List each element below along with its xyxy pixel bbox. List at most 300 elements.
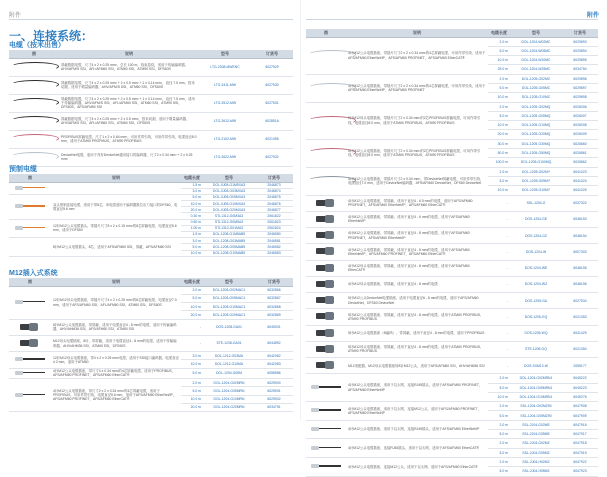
table-row (306, 37, 598, 46)
order-number: 6048154 (562, 228, 598, 244)
model-code: DOL-1205-G02MQ (510, 102, 562, 111)
cable-length: 100.0 m (488, 158, 510, 167)
m12-connector-icon (306, 309, 346, 325)
order-number: 6029895 (562, 56, 598, 65)
model-code: DOL-1208-G02MAC1 (203, 286, 255, 294)
cable-length: 5.0 m (181, 244, 203, 250)
cable-length: 10.0 m (488, 392, 510, 401)
order-number: 6042082 (255, 352, 293, 360)
order-number: 2046875 (255, 194, 293, 200)
col-header-image: 图 (306, 29, 346, 37)
model-code: DOL-0J08-G1M5XA3 (203, 182, 255, 188)
cable-length: 2.0 m (488, 402, 510, 411)
col-header-description: 说明 (51, 174, 181, 182)
m12-cable-icon (9, 352, 51, 369)
order-number: 6045276 (562, 392, 598, 401)
cable-length: 2.0 m (488, 37, 510, 46)
cable-length: 2.0 m (488, 420, 510, 429)
table-row (306, 102, 598, 111)
table-row (9, 112, 293, 130)
cable-length: 2.0 m (488, 167, 510, 176)
pink-cable-coil-icon (9, 130, 59, 148)
table-row (9, 335, 293, 351)
m12-angled-connector-icon (306, 244, 346, 260)
order-number: 6058986 (255, 368, 293, 378)
cable-length: 2.0 m (488, 102, 510, 111)
col-header-description: 说明 (59, 50, 199, 58)
order-number: 6044892 (255, 335, 293, 351)
model-code: DOS-1205-GA (510, 293, 562, 309)
model-code: DOL-1204-G10MRN1 (510, 392, 562, 401)
white-cable-coil-icon (306, 74, 346, 102)
product-description: M12适配器，M12母头电缆插座转8针M12公头，适用于AFS/AFM60 SSI，AHV/AHM36 SSI (346, 358, 488, 374)
pink-cable-coil-icon (306, 139, 346, 167)
m12-connector-icon (306, 325, 346, 341)
cable-length: 10.0 m (181, 250, 203, 256)
cable-length: - (488, 309, 510, 325)
order-number: 6048153 (562, 211, 598, 227)
order-number: 6029894 (562, 46, 598, 55)
model-code: LTG-2308-MWENC (199, 58, 251, 76)
m12-cable-icon (9, 379, 51, 412)
cable-length: 3.0 m (181, 238, 203, 244)
table-row (306, 457, 598, 466)
product-description: 5针M12公头电缆插座，带插片尺寸2 x 0.34 mm²的2芯PROFIBUS屏蔽电缆，可用作带引线，电缆直径8.0 mm，适用于ATM60 PROFIBUS，ATM90 PROFIBUS (346, 139, 488, 167)
order-number: 2046877 (255, 207, 293, 213)
cable-length: 1.5 m (181, 182, 203, 188)
product-description: 4针M12公头电缆插座，适用于以太网，连接RJ45插头，适用于AFS/AFM60 PROFINET，AFS/AFM60 EtherNet/IP (346, 374, 488, 402)
order-number: 6032867 (255, 294, 293, 302)
m12-cable-icon (306, 457, 346, 476)
cable-length: 10.0 m (181, 201, 203, 207)
m12-connector-icon (306, 260, 346, 276)
table-row (9, 379, 293, 387)
cable-length: 5.0 m (488, 83, 510, 92)
header-rule-left (9, 19, 293, 20)
cable-length: 20.0 m (181, 311, 203, 319)
col-header-order: 订货号 (255, 278, 293, 286)
model-code: SSL-2J04-G05MZ (510, 448, 562, 457)
order-number: 6045223 (562, 383, 598, 392)
preassembled-cable-icon (9, 194, 51, 219)
order-number: 6026861 (562, 149, 598, 158)
section-title-cables: 电缆（按米出售） (9, 42, 65, 49)
table-row (306, 402, 598, 411)
cable-length: 10.0 m (488, 121, 510, 130)
model-code: LTG-2622-MW (199, 148, 251, 166)
preassembled-cable-icon (9, 182, 51, 194)
product-description: 屏蔽数据电缆，尺寸4 x 2 x 0.25 mm² + 2 x 0.5 mm²，按米切割，适用于增量编码器，AHV/AFM/S SSI、AFL/AFM60 SSI、ATM60 SSI、DFS60S (59, 112, 199, 130)
table-row (306, 260, 598, 276)
model-code: DOL-0J08-G10MXA3 (203, 201, 255, 207)
cable-length: 10.0 m (488, 56, 510, 65)
product-description: 5针M12公头电缆插座，带插片尺寸2 x 0.34 mm²，带DeviceNet屏蔽电缆，可用作带引线，电缆直径7.0 mm，适用于DeviceNet编码器，AFS/AFM60 DeviceNet，DFS60 DeviceNet (346, 167, 488, 195)
cable-length: 5.0 m (488, 46, 510, 55)
order-number: 6025901 (255, 387, 293, 395)
table-row (306, 195, 598, 211)
model-code: SSL-2J04-G05ME (510, 430, 562, 439)
order-number: 6007303 (562, 244, 598, 260)
model-code: SSL-2J04-H02MZ (510, 457, 562, 466)
model-code: SSL-2J04-H05MZ (510, 467, 562, 476)
col-header-model: 型号 (203, 278, 255, 286)
cable-length: 0.50 m (181, 219, 203, 225)
order-number: 6032869 (255, 311, 293, 319)
m12-connector-icon (9, 335, 51, 351)
model-code: DOL-1205-G02MY (510, 167, 562, 176)
black-cable-coil-icon (9, 76, 59, 94)
model-code: DOL-1205-G05MC (510, 83, 562, 92)
col-header-model: 型号 (203, 174, 255, 182)
header-rule-right (306, 19, 598, 20)
model-code: SSL-2J04-G02MZ (510, 439, 562, 448)
model-code: DOL-1204-G10MRN (203, 395, 255, 403)
m12-cable-icon (9, 286, 51, 319)
model-code: DOL-1205-G02MC (510, 74, 562, 83)
table-header-row (306, 29, 598, 37)
cable-length: 5.0 m (181, 194, 203, 200)
cable-length: 1.5 m (181, 232, 203, 238)
cable-length: - (488, 358, 510, 374)
model-code: DOL-0J08-G20MXA3 (203, 207, 255, 213)
table-row (9, 286, 293, 294)
product-description: 4针M12母头电缆插座，带屏蔽，适用于直径4 - 8 mm的电缆，适用于AFS/AFM60 EtherCAT® (346, 260, 488, 276)
model-code: DOS-1204-WZ (510, 276, 562, 292)
order-number: 2046876 (255, 201, 293, 207)
model-code: DOL-1204-G20MRN (203, 403, 255, 411)
model-code: DOL-1204-W10MC (510, 56, 562, 65)
cable-length: 5.0 m (488, 383, 510, 392)
order-number: 6034751 (255, 403, 293, 411)
cable-length: - (488, 341, 510, 357)
model-code: DOL-1205-G20MQ (510, 130, 562, 139)
col-header-image: 图 (9, 278, 51, 286)
order-number: 6047917 (562, 430, 598, 439)
m12-cable-icon (306, 374, 346, 402)
model-code: SSL-1204-G05MZ90 (510, 411, 562, 420)
order-number: 6021353 (562, 309, 598, 325)
table-row (306, 341, 598, 357)
cable-length: 1.00 m (181, 225, 203, 231)
col-header-image: 图 (9, 174, 51, 182)
model-code: DOL-1205-G30MQ (510, 139, 562, 148)
m12-connector-icon (306, 211, 346, 227)
model-code: DOL-1205-G50MQ (510, 149, 562, 158)
preassembled-cable-icon (9, 219, 51, 238)
model-code: DOL-1204-W25MC (510, 65, 562, 74)
cable-length: 5.0 m (181, 294, 203, 302)
model-code: SSL-2J04-G02ME (510, 420, 562, 429)
cable-length: - (181, 319, 203, 335)
order-number: 6025900 (255, 379, 293, 387)
white-cable-coil-icon (306, 37, 346, 74)
cable-length: 20.0 m (181, 207, 203, 213)
cable-length: 30.0 m (488, 139, 510, 148)
order-number: 2046582 (255, 244, 293, 250)
model-code: DOS-SXM12-W (510, 358, 562, 374)
cable-length: - (181, 335, 203, 351)
order-number: 6041024 (562, 176, 598, 185)
product-description: 5针M12公头DeviceNet电缆插座，适用于电缆直径6 - 8 mm的电缆，适用于AFS/AFM60 DeviceNet，DFS60 DeviceNet (346, 293, 488, 309)
cable-length: 5.0 m (488, 111, 510, 120)
model-code: DOL-1208-G05MAB5 (203, 244, 255, 250)
order-number: 6047918 (562, 439, 598, 448)
model-code: DOL-1204-G05M (203, 368, 255, 378)
model-code: DOL-1204-G02MRN (203, 379, 255, 387)
table-row (9, 58, 293, 76)
cable-length: 10.0 m (488, 93, 510, 102)
col-header-order: 订货号 (562, 29, 598, 37)
pink-cable-coil-icon (306, 102, 346, 139)
grey-cable-coil-icon (306, 167, 346, 195)
col-header-length: 电缆长度 (181, 174, 203, 182)
table-row (306, 439, 598, 448)
m12-connector-icon (9, 319, 51, 335)
model-code: LTG-2411-MW (199, 76, 251, 94)
product-description: 5针M12母头电缆插座，带插片尺寸2 x 0.34 mm²的2芯PROFIBUS屏蔽电缆，可用作带引线，电缆直径8.0 mm，适用于ATM60 PROFIBUS，ATM90 PROFIBUS (346, 102, 488, 139)
order-number: 6026862 (562, 158, 598, 167)
order-number: 6026007 (562, 111, 598, 120)
order-number: 6032868 (255, 303, 293, 311)
order-number: 6047922 (562, 457, 598, 466)
table-header-row (9, 50, 293, 58)
page-header-left: 附件 (9, 13, 22, 19)
model-code: DOL-1212-G10MA (203, 360, 255, 368)
black-cable-coil-icon (9, 58, 59, 76)
table-row (306, 374, 598, 383)
col-header-length: 电缆长度 (488, 29, 510, 37)
model-code: DOL-1208-G1M5AB5 (203, 232, 255, 238)
order-number: 2046583 (255, 250, 293, 256)
cable-length: - (488, 276, 510, 292)
order-number: 2061822 (255, 213, 293, 219)
product-description: DeviceNet电缆，适用于具有DeviceNet通讯接口的编码器，尺寸2 x 0.34 mm² + 2 x 0.25 mm² (59, 148, 199, 166)
cable-length: - (488, 211, 510, 227)
order-number: 6041025 (562, 186, 598, 195)
order-number: 2059177 (562, 358, 598, 374)
cable-length: 10.0 m (181, 360, 203, 368)
table-row (9, 319, 293, 335)
cable-length: 25.0 m (488, 65, 510, 74)
order-number: 6027529 (251, 58, 293, 76)
m12-cable-icon (306, 402, 346, 421)
col-header-order: 订货号 (255, 174, 293, 182)
cable-length: 3.0 m (181, 188, 203, 194)
order-number: 2046873 (255, 182, 293, 188)
cable-length: 2.0 m (488, 374, 510, 383)
product-description: 4针M12公头电缆插座，带插片尺寸2 x 2 x 0.34 mm²的4芯屏蔽电缆，可用作带引线，适用于AFS/AFM60 EtherNet/IP，AFS/AFM60 PROFINET (346, 74, 488, 102)
order-number: 6029893 (562, 37, 598, 46)
product-description: 双头预制连接电缆，适用于带8芯，单电缆适用于编码器数位出力接口的DFS60，电缆直径5.6 mm (51, 194, 181, 219)
order-number: 6026008 (562, 121, 598, 130)
col-header-model: 型号 (199, 50, 251, 58)
col-header-description: 说明 (51, 278, 181, 286)
order-number: 6041023 (562, 167, 598, 176)
section-title-preassembled: 预制电缆 (9, 166, 37, 173)
m12-connector-icon (306, 276, 346, 292)
order-number: 2046580 (255, 232, 293, 238)
product-description: 5针M12母头电缆插座，带屏蔽，适用于直径4 - 8 mm的电缆，适用于ATM60 PROFIBUS，ATM90 PROFIBUS (346, 341, 488, 357)
col-header-length: 电缆长度 (181, 278, 203, 286)
page-header-right: 附件 (586, 13, 599, 19)
model-code: DOL-1205-G05MY (510, 176, 562, 185)
table-row (306, 293, 598, 309)
cable-length: 5.0 m (488, 411, 510, 420)
model-code: DOS-1204-W (510, 244, 562, 260)
table-row (306, 358, 598, 374)
order-number: 6027530 (251, 76, 293, 94)
product-description: PROFIBUS屏蔽电缆，尺寸1 x 2 x 0.64 mm²，可用作带引线，可用作带引线，电缆直径8.0 mm，适用于ATM60 PROFIBUS，ATM90 PROFIBUS (59, 130, 199, 148)
cable-length: 10.0 m (181, 395, 203, 403)
cable-length: 5.0 m (181, 387, 203, 395)
main-title: 一、连接系统： (9, 29, 94, 43)
table-row (9, 130, 293, 148)
model-code: DOL-1204-W05MC (510, 46, 562, 55)
order-number: 6029896 (562, 74, 598, 83)
table-row (306, 74, 598, 83)
table-cables (9, 50, 293, 167)
cable-length: 50.0 m (488, 149, 510, 158)
table-header-row (9, 278, 293, 286)
product-description: 4针M12公头电缆插座，带插片尺寸2 x 2 x 0.34 mm²的4芯屏蔽电缆，可用作带引线，适用于AFS/AFM60 EtherNet/IP，AFS/AFM60 PROFINET，AFS/AFM60 EtherCAT® (346, 37, 488, 74)
product-description: 4针M12公头电缆插座，带屏蔽，适用于直径4 - 8 mm的电缆，适用于AFS/AFM60 PROFINET，AFS/AFM60 EtherNet/IP (346, 228, 488, 244)
product-description: 12针M12母头电缆插座，带4 x 2 x 0.25 mm²电缆，适用于SSI接口编码器，电缆直径4.2 mm，适用于ATM60 (51, 352, 181, 369)
col-header-image: 图 (9, 50, 59, 58)
order-number: 6029897 (562, 83, 598, 92)
m12-cable-icon (306, 420, 346, 439)
order-number: 2046581 (255, 238, 293, 244)
order-number: 6021354 (562, 341, 598, 357)
order-number: 6047923 (562, 467, 598, 476)
black-cable-coil-icon (9, 94, 59, 112)
cable-length: - (488, 228, 510, 244)
m12-connector-icon (306, 341, 346, 357)
product-description: M12母头电缆插座，8针，带屏蔽，适用于电缆直径4 - 8 mm的电缆，适用于传输编码器，AHV/AHM36 SSI，ATM60 SSI，DFS60S (51, 335, 181, 351)
model-code: LTG-2512-MW (199, 94, 251, 112)
model-code: STL1312-G01MA3 (203, 225, 255, 231)
model-code: STL1312-G0M3A3 (203, 213, 255, 219)
cable-length: 2.0 m (488, 457, 510, 466)
product-description: 4针M12公头电缆插座，带尺寸2 x 2 x 0.34 mm²的4芯屏蔽电缆，适用于PROFIBUS，可用作带引线，电缆直径5.6 mm，适用于AFS/AFM60 EtherNet/IP，AFS/AFM60 PROFINET，AFS/AFM60 EtherCAT® (51, 379, 181, 412)
cable-length: 2.0 m (181, 286, 203, 294)
table-row (306, 167, 598, 176)
model-code: DOL-1208-G03MAB5 (203, 238, 255, 244)
cable-length: - (488, 244, 510, 260)
model-code: DOL-1208-G10MAB5 (203, 250, 255, 256)
order-number: 6041429 (562, 325, 598, 341)
order-number: 6032866 (255, 286, 293, 294)
m12-connector-icon (306, 195, 346, 211)
order-number: 6047919 (562, 448, 598, 457)
product-image (9, 238, 51, 257)
order-number: 2061823 (255, 219, 293, 225)
table-row (306, 309, 598, 325)
product-description: 4针M12公头电缆插座，适用于以太网，连接M12公头，适用于AFS/AFM60 PROFINET，AFS/AFM60 EtherNet/IP (346, 402, 488, 421)
order-number: 2046874 (255, 188, 293, 194)
table-right (306, 29, 598, 477)
order-number: 2061824 (255, 225, 293, 231)
table-row (306, 420, 598, 429)
order-number: 6045001 (255, 319, 293, 335)
cable-length: 10.0 m (181, 303, 203, 311)
model-code: STE-1208-GA01 (203, 335, 255, 351)
cable-length: 0.30 m (181, 213, 203, 219)
cable-length: 5.0 m (488, 430, 510, 439)
model-code: DOL-1208-G05MAC1 (203, 294, 255, 302)
order-number: 6025902 (255, 395, 293, 403)
table-preassembled (9, 174, 293, 257)
cable-length: 5.0 m (488, 448, 510, 457)
cable-length: 2.0 m (488, 439, 510, 448)
m12-connector-icon (306, 293, 346, 309)
model-code: STL1312-G0M5A3 (203, 219, 255, 225)
model-code: DOL-1204-G05MRN1 (510, 383, 562, 392)
product-description: 5针M12公头电缆插座，带屏蔽，适用于直径4 - 8 mm的电缆，适用于ATM60 PROFIBUS，ATM90 PROFIBUS (346, 309, 488, 325)
model-code: DOS-1204-GE (510, 211, 562, 227)
m12-cable-icon (9, 368, 51, 378)
order-number: 6042083 (255, 360, 293, 368)
order-number: 6045222 (562, 374, 598, 383)
product-description: 4针M12公头电缆插座，连接M12公头，适用于以太网，适用于AFS/AFM60 EtherCAT® (346, 457, 488, 476)
order-number: 6048155 (562, 260, 598, 276)
model-code: DOL-1208-G20MAC1 (203, 311, 255, 319)
table-row (306, 276, 598, 292)
cable-length: 10.0 m (488, 186, 510, 195)
m12-connector-icon (306, 358, 346, 374)
product-description: 4针M12公头电缆插座，适用于以太网，连接RJ45插头，适用于AFS/AFM60 EtherNet/IP (346, 420, 488, 439)
model-code: DOL-1204-W02MC (510, 37, 562, 46)
cable-length: 5.0 m (488, 467, 510, 476)
cable-length: - (488, 293, 510, 309)
product-description: 4针M12公头电缆插座，带屏蔽，适用于直径4 - 8 mm的电缆，适用于AFS/AFM60 EtherNet/IP，AFS/AFM60 PROFINET，AFS/AFM60 EtherCAT® (346, 244, 488, 260)
page-gutter (300, 0, 301, 420)
table-row (9, 94, 293, 112)
table-m12 (9, 278, 293, 412)
model-code: DOL-1208-G10MAC1 (203, 303, 255, 311)
black-cable-coil-icon (9, 112, 59, 130)
cable-length: 2.0 m (488, 74, 510, 83)
model-code: LTG-2102-MW (199, 130, 251, 148)
model-code: SSL-1204-G02MZ90 (510, 402, 562, 411)
product-description: 8针M12公头电缆插座，带屏蔽，适用于电缆直径4 - 8 mm的电缆，适用于传输编码器，AHV/AHM36 SSI、AFS/AFM60 SSI、ATM60 SSI (51, 319, 181, 335)
model-code: SSL-1204-G (510, 195, 562, 211)
col-header-order: 订货号 (251, 50, 293, 58)
model-code: DOL-1204-G02MRN1 (510, 374, 562, 383)
cable-length: 2.0 m (181, 379, 203, 387)
order-number: 6026860 (562, 139, 598, 148)
cable-length: - (488, 325, 510, 341)
table-row (9, 148, 293, 166)
order-number: 6037322 (562, 195, 598, 211)
product-description (51, 182, 181, 194)
order-number: 6047908 (562, 402, 598, 411)
product-description: 4针M12公头电缆插座，带屏蔽，适用于直径4 - 6 mm的电缆，适用于AFS/AFM60 EtherNet/IP (346, 211, 488, 227)
col-header-description: 说明 (346, 29, 488, 37)
model-code: DOS-1205-GQ (510, 309, 562, 325)
table-row (306, 211, 598, 227)
model-code: DOL-1205-G10MY (510, 186, 562, 195)
model-code: LTG-2612-MW (199, 112, 251, 130)
cable-length: 5.0 m (181, 368, 203, 378)
table-row (9, 368, 293, 378)
product-description: 12针M12公头电缆插头，带插片尺寸8 x 2 x 0.15 mm²的8芯屏蔽电缆，电缆直径5.6 mm，适用于DFS60 (51, 219, 181, 238)
order-number: 6029898 (562, 93, 598, 102)
model-code: DOL-1205-G10MC (510, 93, 562, 102)
cable-length: - (488, 260, 510, 276)
product-description: 4针M12母头电缆插座，带屏蔽，适用于直径4 - 8 mm的电缆 (346, 276, 488, 292)
model-code: DOS-1208-GA01 (203, 319, 255, 335)
order-number: 6028516 (251, 112, 293, 130)
